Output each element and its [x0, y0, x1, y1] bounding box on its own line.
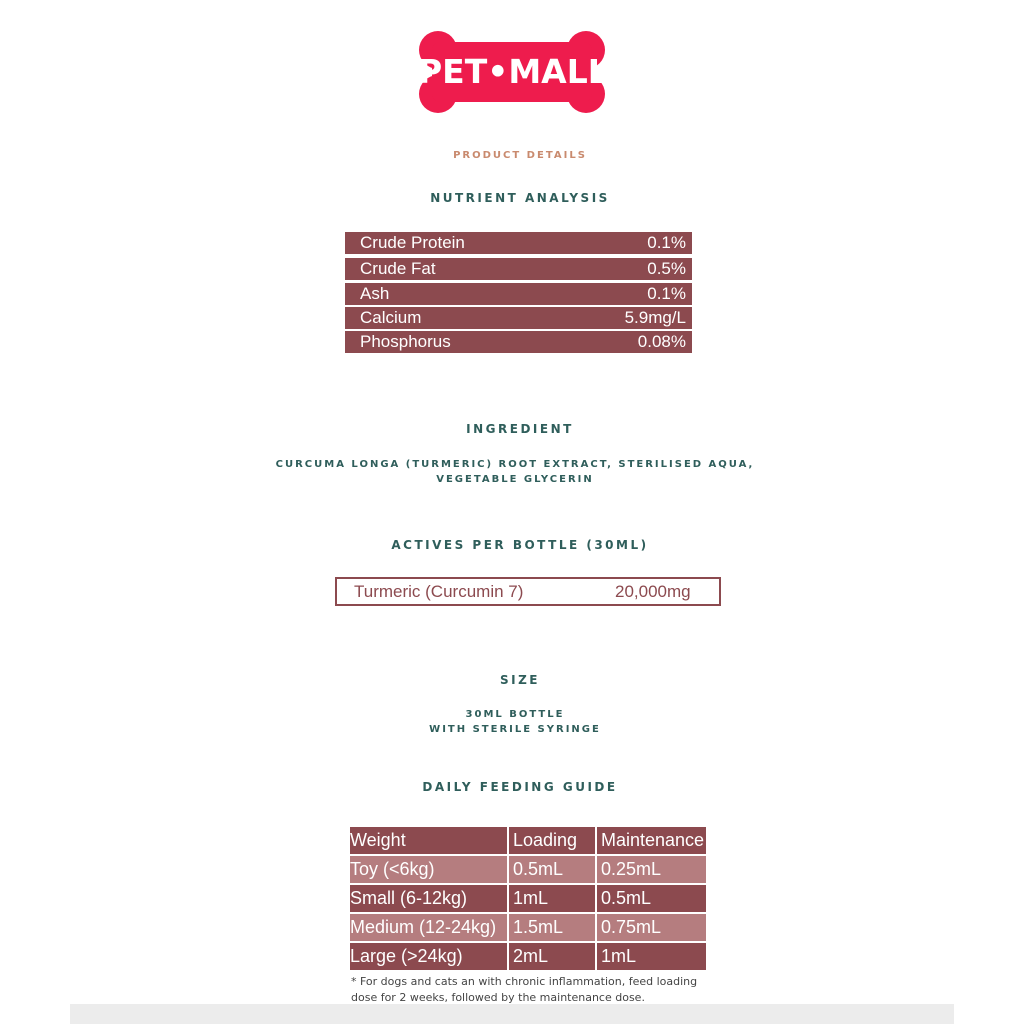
feeding-guide-heading: DAILY FEEDING GUIDE: [422, 780, 618, 794]
column-header-loading: Loading: [508, 827, 596, 855]
maintenance-cell: 0.5mL: [596, 884, 706, 913]
nutrient-row: [345, 307, 692, 329]
table-row: [350, 855, 706, 884]
actives-box: [335, 577, 721, 606]
nutrient-name: Ash: [360, 284, 390, 303]
ingredient-line-1: CURCUMA LONGA (TURMERIC) ROOT EXTRACT, STERILISED AQUA,: [275, 459, 755, 470]
column-header-weight: Weight: [350, 827, 508, 855]
active-name: Turmeric (Curcumin 7): [354, 582, 524, 601]
nutrient-row: [345, 283, 692, 305]
logo-text: PET•MALL: [418, 52, 609, 91]
size-text: [0, 707, 1024, 737]
nutrient-name: Calcium: [360, 308, 422, 327]
feeding-footnote: [351, 974, 711, 1006]
table-header-row: [350, 827, 706, 855]
nutrient-value: 0.1%: [647, 233, 686, 252]
nutrient-value: 5.9mg/L: [624, 308, 686, 327]
loading-cell: 1.5mL: [508, 913, 596, 942]
footnote-line-2: dose for 2 weeks, followed by the maintenance dose.: [351, 991, 645, 1004]
size-line-2: WITH STERILE SYRINGE: [429, 724, 601, 735]
bottom-divider: [70, 1004, 954, 1024]
table-row: [350, 913, 706, 942]
ingredient-text: [0, 457, 1024, 487]
weight-cell: Toy (<6kg): [350, 855, 508, 884]
ingredient-line-2: VEGETABLE GLYCERIN: [436, 474, 594, 485]
loading-cell: 1mL: [508, 884, 596, 913]
pet-mall-logo: [418, 30, 609, 114]
nutrient-row: [345, 258, 692, 280]
active-value: 20,000mg: [615, 582, 691, 601]
nutrient-row: [345, 331, 692, 353]
loading-cell: 2mL: [508, 942, 596, 970]
size-heading: SIZE: [499, 673, 540, 687]
nutrient-name: Phosphorus: [360, 332, 451, 351]
weight-cell: Medium (12-24kg): [350, 913, 508, 942]
table-row: [350, 942, 706, 970]
nutrient-row: [345, 232, 692, 254]
nutrient-value: 0.5%: [647, 259, 686, 278]
weight-cell: Large (>24kg): [350, 942, 508, 970]
product-details-label: PRODUCT DETAILS: [453, 150, 587, 161]
maintenance-cell: 0.25mL: [596, 855, 706, 884]
nutrient-name: Crude Protein: [360, 233, 465, 252]
nutrient-name: Crude Fat: [360, 259, 436, 278]
column-header-maintenance: Maintenance: [596, 827, 706, 855]
maintenance-cell: 0.75mL: [596, 913, 706, 942]
nutrient-value: 0.1%: [647, 284, 686, 303]
weight-cell: Small (6-12kg): [350, 884, 508, 913]
loading-cell: 0.5mL: [508, 855, 596, 884]
nutrient-analysis-heading: NUTRIENT ANALYSIS: [430, 191, 610, 205]
table-row: [350, 884, 706, 913]
ingredient-heading: INGREDIENT: [466, 422, 574, 436]
actives-heading: ACTIVES PER BOTTLE (30ML): [391, 538, 649, 552]
nutrient-value: 0.08%: [637, 332, 686, 351]
maintenance-cell: 1mL: [596, 942, 706, 970]
feeding-table: [350, 827, 706, 970]
size-line-1: 30ML BOTTLE: [465, 709, 565, 720]
footnote-line-1: * For dogs and cats an with chronic inflammation, feed loading: [351, 975, 698, 988]
